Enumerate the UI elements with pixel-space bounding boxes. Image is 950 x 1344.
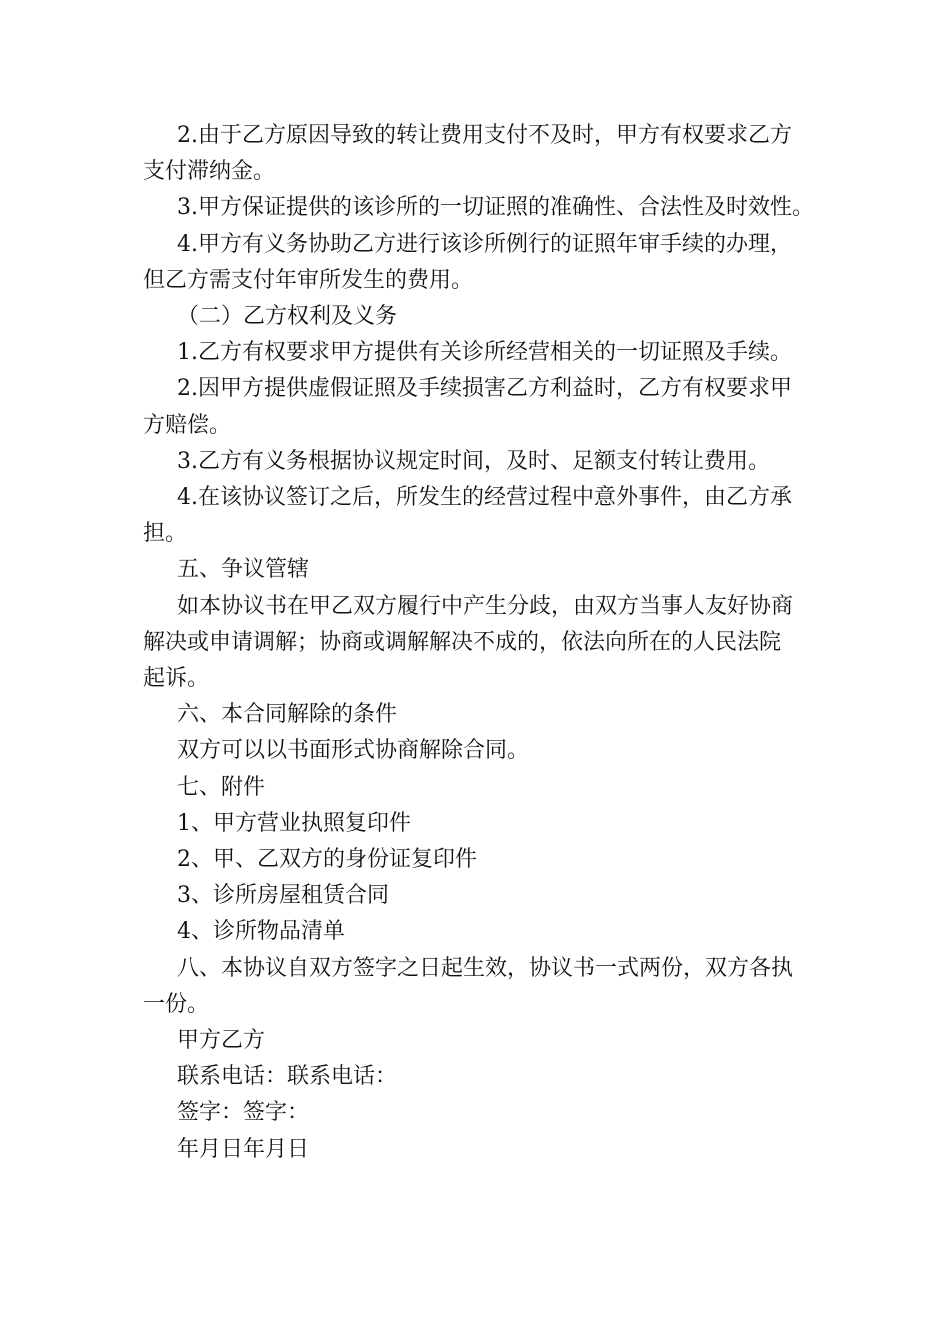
- document-line: 双方可以以书面形式协商解除合同。: [177, 738, 530, 764]
- document-line: 担。: [143, 521, 188, 547]
- document-line: 2、甲、乙双方的身份证复印件: [177, 847, 477, 873]
- document-line: 年月日年月日: [177, 1136, 310, 1162]
- document-line: 七、附件: [177, 774, 266, 800]
- document-line: 方赔偿。: [143, 412, 232, 438]
- document-line: 4、诊所物品清单: [177, 919, 345, 945]
- document-line: 解决或申请调解；协商或调解解决不成的，依法向所在的人民法院: [143, 629, 782, 655]
- document-line: 2.由于乙方原因导致的转让费用支付不及时，甲方有权要求乙方: [177, 123, 792, 148]
- document-line: 如本协议书在甲乙双方履行中产生分歧，由双方当事人友好协商: [177, 593, 794, 619]
- document-line: 一份。: [143, 991, 210, 1017]
- document-line: 但乙方需支付年审所发生的费用。: [143, 267, 474, 293]
- document-line: （二）乙方权利及义务: [177, 304, 398, 330]
- document-line: 五、争议管辖: [177, 557, 310, 583]
- document-line: 联系电话：联系电话：: [177, 1064, 398, 1090]
- document-line: 1.乙方有权要求甲方提供有关诊所经营相关的一切证照及手续。: [177, 340, 792, 366]
- document-line: 甲方乙方: [177, 1028, 266, 1054]
- document-line: 4.在该协议签订之后，所发生的经营过程中意外事件，由乙方承: [177, 485, 792, 511]
- document-line: 3.乙方有义务根据协议规定时间，及时、足额支付转让费用。: [177, 448, 770, 474]
- document-line: 六、本合同解除的条件: [177, 702, 398, 728]
- document-line: 3、诊所房屋租赁合同: [177, 883, 389, 909]
- document-body: [143, 118, 823, 1168]
- document-line: 4.甲方有义务协助乙方进行该诊所例行的证照年审手续的办理，: [177, 231, 792, 257]
- document-line: 3.甲方保证提供的该诊所的一切证照的准确性、合法性及时效性。: [177, 195, 814, 221]
- document-line: 签字：签字：: [177, 1100, 310, 1126]
- document-line: 2.因甲方提供虚假证照及手续损害乙方利益时，乙方有权要求甲: [177, 376, 792, 402]
- document-line: 八、本协议自双方签字之日起生效，协议书一式两份，双方各执: [177, 955, 794, 981]
- document-line: 支付滞纳金。: [143, 159, 276, 185]
- document-line: 1、甲方营业执照复印件: [177, 810, 411, 836]
- document-line: 起诉。: [143, 666, 210, 692]
